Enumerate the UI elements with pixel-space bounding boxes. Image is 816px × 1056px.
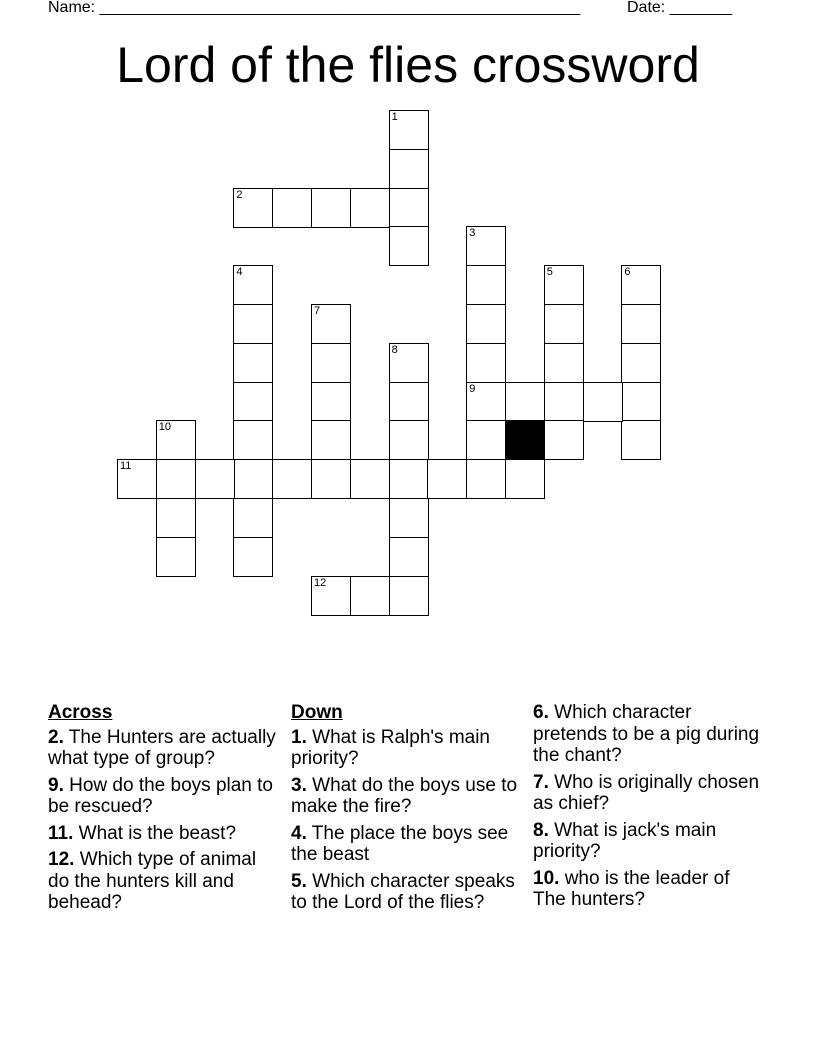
crossword-cell[interactable] (389, 343, 429, 383)
crossword-cell[interactable] (389, 149, 429, 189)
clue-text: How do the boys plan to be rescued? (48, 774, 273, 817)
clue-number: 10. (533, 867, 560, 889)
crossword-cell[interactable] (544, 304, 584, 344)
clue-text: Who is originally chosen as chief? (533, 771, 760, 814)
crossword-cell[interactable] (233, 265, 273, 305)
clue-number: 5. (291, 870, 307, 892)
clue-across-2 (48, 727, 280, 770)
crossword-cell[interactable] (389, 537, 429, 577)
clue-text: Which character speaks to the Lord of the flies? (291, 870, 515, 913)
crossword-cell[interactable] (389, 420, 429, 460)
down-clues (291, 702, 523, 919)
crossword-cell[interactable] (233, 498, 273, 538)
crossword-cell[interactable] (466, 226, 506, 266)
crossword-cell[interactable] (311, 420, 351, 460)
blocked-cell (505, 420, 545, 460)
crossword-cell[interactable] (117, 459, 157, 499)
clue-down-5 (291, 871, 523, 914)
clue-text: The Hunters are actually what type of group? (48, 726, 276, 769)
crossword-cell[interactable] (583, 382, 623, 422)
crossword-cell[interactable] (233, 420, 273, 460)
clue-text: The place the boys see the beast (291, 822, 509, 865)
cell-number: 8 (391, 343, 398, 356)
crossword-cell[interactable] (233, 343, 273, 383)
crossword-cell[interactable] (621, 343, 661, 383)
crossword-cell[interactable] (311, 304, 351, 344)
crossword-cell[interactable] (311, 188, 351, 228)
clue-down-10 (533, 868, 765, 911)
clue-text: What is the beast? (78, 822, 237, 844)
crossword-cell[interactable] (621, 265, 661, 305)
cell-number: 4 (236, 266, 243, 279)
cell-number: 9 (469, 382, 476, 395)
crossword-cell[interactable] (233, 382, 273, 422)
crossword-cell[interactable] (350, 459, 390, 499)
clue-number: 4. (291, 822, 307, 844)
crossword-cell[interactable] (350, 188, 390, 228)
crossword-cell[interactable] (544, 420, 584, 460)
crossword-cell[interactable] (466, 304, 506, 344)
cell-number: 12 (314, 576, 327, 589)
crossword-cell[interactable] (156, 420, 196, 460)
clue-across-12 (48, 849, 280, 914)
crossword-cell[interactable] (505, 459, 545, 499)
across-heading: Across (48, 702, 113, 723)
clue-number: 2. (48, 726, 64, 748)
clue-across-11 (48, 823, 280, 845)
crossword-cell[interactable] (233, 537, 273, 577)
crossword-cell[interactable] (466, 420, 506, 460)
clue-number: 8. (533, 819, 549, 841)
crossword-cell[interactable] (272, 459, 312, 499)
crossword-cell[interactable] (544, 382, 584, 422)
crossword-cell[interactable] (621, 382, 661, 422)
clue-number: 9. (48, 774, 64, 796)
crossword-cell[interactable] (466, 265, 506, 305)
cell-number: 2 (236, 188, 243, 201)
clue-down-7 (533, 772, 765, 815)
down-heading: Down (291, 702, 343, 723)
crossword-cell[interactable] (466, 343, 506, 383)
crossword-cell[interactable] (350, 576, 390, 616)
crossword-cell[interactable] (389, 188, 429, 228)
cell-number: 10 (158, 421, 172, 434)
clue-down-3 (291, 775, 523, 818)
cell-number: 6 (624, 266, 631, 279)
crossword-cell[interactable] (272, 188, 312, 228)
crossword-cell[interactable] (156, 537, 196, 577)
crossword-cell[interactable] (427, 459, 467, 499)
clue-text: Which type of animal do the hunters kill and behead? (48, 849, 257, 913)
crossword-cell[interactable] (233, 459, 273, 499)
crossword-cell[interactable] (195, 459, 235, 499)
crossword-cell[interactable] (389, 382, 429, 422)
cell-number: 5 (546, 266, 553, 279)
cell-number: 7 (314, 305, 321, 317)
clue-text: Which character pretends to be a pig during the chant? (533, 702, 760, 766)
crossword-cell[interactable] (466, 459, 506, 499)
crossword-cell[interactable] (621, 304, 661, 344)
crossword-cell[interactable] (233, 188, 273, 228)
clue-text: What is jack's main priority? (533, 819, 717, 862)
cell-number: 1 (391, 111, 398, 123)
crossword-cell[interactable] (389, 110, 429, 150)
clue-across-9 (48, 775, 280, 818)
clue-down-4 (291, 823, 523, 866)
crossword-cell[interactable] (389, 498, 429, 538)
crossword-cell[interactable] (544, 265, 584, 305)
crossword-cell[interactable] (544, 343, 584, 383)
crossword-cell[interactable] (311, 382, 351, 422)
crossword-cell[interactable] (311, 343, 351, 383)
crossword-cell[interactable] (156, 459, 196, 499)
across-clues (48, 702, 280, 919)
clue-number: 11. (48, 822, 74, 844)
clue-text: What is Ralph's main priority? (291, 726, 490, 769)
crossword-cell[interactable] (233, 304, 273, 344)
crossword-cell[interactable] (389, 576, 429, 616)
clue-text: What do the boys use to make the fire? (291, 774, 518, 817)
cell-number: 11 (120, 460, 132, 473)
clue-down-8 (533, 820, 765, 863)
crossword-cell[interactable] (311, 576, 351, 616)
crossword-cell[interactable] (389, 226, 429, 266)
clue-number: 6. (533, 702, 549, 723)
clue-down-1 (291, 727, 523, 770)
clue-number: 7. (533, 771, 549, 793)
crossword-cell[interactable] (311, 459, 351, 499)
crossword-cell[interactable] (505, 382, 545, 422)
name-field[interactable]: Name: ______________________________________________________ (48, 0, 581, 16)
crossword-cell[interactable] (156, 498, 196, 538)
cell-number: 3 (469, 227, 476, 240)
down-clues-continued (533, 702, 765, 916)
clue-text: who is the leader of The hunters? (533, 867, 730, 910)
date-field[interactable]: Date: _______ (627, 0, 732, 16)
clue-number: 1. (291, 726, 307, 748)
crossword-cell[interactable] (621, 420, 661, 460)
crossword-cell[interactable] (389, 459, 429, 499)
clue-down-6 (533, 702, 765, 767)
page-title: Lord of the flies crossword (116, 37, 700, 93)
crossword-cell[interactable] (466, 382, 506, 422)
clue-number: 3. (291, 774, 307, 796)
clue-number: 12. (48, 849, 75, 870)
